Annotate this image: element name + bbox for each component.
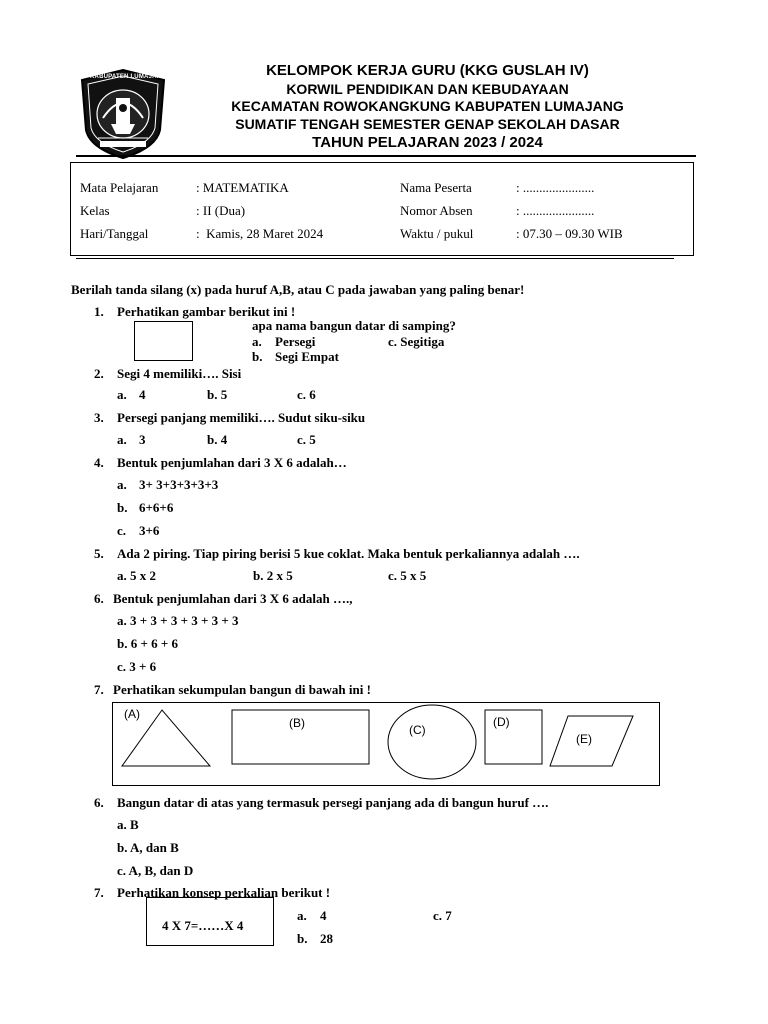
info-label-subject: Mata Pelajaran: [80, 180, 159, 195]
info-label-absen: Nomor Absen: [400, 203, 473, 218]
q8-number: 6.: [94, 795, 104, 810]
q2-option-c[interactable]: c. 6: [297, 387, 316, 402]
q9-option-a-letter[interactable]: a.: [297, 908, 307, 923]
q6-option-a[interactable]: a. 3 + 3 + 3 + 3 + 3 + 3: [117, 613, 239, 628]
q6-number: 6.: [94, 591, 104, 606]
q7-text: Perhatikan sekumpulan bangun di bawah ini !: [113, 682, 371, 697]
q1-text: Perhatikan gambar berikut ini !: [117, 304, 296, 319]
header-line-3: KECAMATAN ROWOKANGKUNG KABUPATEN LUMAJANG: [231, 98, 624, 114]
q5-option-c[interactable]: c. 5 x 5: [388, 568, 427, 583]
q6-option-c[interactable]: c. 3 + 6: [117, 659, 157, 674]
regency-logo: [78, 68, 168, 160]
q3-number: 3.: [94, 410, 104, 425]
q2-option-b[interactable]: b. 5: [207, 387, 228, 402]
info-box-underline: [76, 258, 674, 259]
q8-option-a[interactable]: a. B: [117, 817, 139, 832]
info-value-subject: : MATEMATIKA: [196, 180, 289, 195]
shape-label-d: (D): [493, 715, 510, 729]
q2-option-a-letter[interactable]: a.: [117, 387, 127, 402]
absence-number-field[interactable]: : ......................: [516, 203, 595, 218]
info-value-time: : 07.30 – 09.30 WIB: [516, 226, 623, 241]
q2-number: 2.: [94, 366, 104, 381]
q9-number: 7.: [94, 885, 104, 900]
q1-option-b-letter[interactable]: b.: [252, 349, 263, 364]
shape-label-b: (B): [289, 716, 305, 730]
q3-option-a-letter[interactable]: a.: [117, 432, 127, 447]
logo-arc-text: KABUPATEN LUMAJANG: [90, 74, 167, 80]
q4-option-b-letter[interactable]: b.: [117, 500, 128, 515]
q1-number: 1.: [94, 304, 104, 319]
q3-text: Persegi panjang memiliki…. Sudut siku-siku: [117, 410, 366, 425]
shape-label-c: (C): [409, 723, 426, 737]
q6-text: Bentuk penjumlahan dari 3 X 6 adalah ….,: [113, 591, 353, 606]
q8-option-b[interactable]: b. A, dan B: [117, 840, 179, 855]
header-line-5: TAHUN PELAJARAN 2023 / 2024: [312, 134, 543, 151]
q7-number: 7.: [94, 682, 104, 697]
q5-text: Ada 2 piring. Tiap piring berisi 5 kue coklat. Maka bentuk perkaliannya adalah ….: [117, 546, 580, 561]
q1-option-a-letter[interactable]: a.: [252, 334, 262, 349]
q9-option-a-text[interactable]: 4: [320, 908, 327, 923]
q9-text: Perhatikan konsep perkalian berikut !: [117, 885, 331, 900]
q4-option-a-letter[interactable]: a.: [117, 477, 127, 492]
header-line-2: KORWIL PENDIDIKAN DAN KEBUDAYAAN: [286, 81, 569, 97]
info-label-date: Hari/Tanggal: [80, 226, 149, 241]
multiplication-expression: 4 X 7=……X 4: [162, 918, 244, 933]
q8-option-c[interactable]: c. A, B, dan D: [117, 863, 194, 878]
q8-text: Bangun datar di atas yang termasuk persegi panjang ada di bangun huruf ….: [117, 795, 549, 810]
info-value-date: : Kamis, 28 Maret 2024: [196, 226, 324, 241]
q1-subtext: apa nama bangun datar di samping?: [252, 318, 456, 333]
info-label-time: Waktu / pukul: [400, 226, 474, 241]
shape-label-e: (E): [576, 732, 592, 746]
q1-rectangle-figure: [134, 321, 193, 361]
circle-shape: [388, 705, 476, 779]
q4-number: 4.: [94, 455, 104, 470]
q3-option-b[interactable]: b. 4: [207, 432, 228, 447]
q3-option-c[interactable]: c. 5: [297, 432, 316, 447]
q1-option-b-text[interactable]: Segi Empat: [275, 349, 339, 364]
header-line-1: KELOMPOK KERJA GURU (KKG GUSLAH IV): [266, 62, 589, 79]
shape-label-a: (A): [124, 707, 140, 721]
student-name-field[interactable]: : ......................: [516, 180, 595, 195]
info-label-name: Nama Peserta: [400, 180, 472, 195]
q5-option-b[interactable]: b. 2 x 5: [253, 568, 293, 583]
q5-option-a[interactable]: a. 5 x 2: [117, 568, 156, 583]
instruction-text: Berilah tanda silang (x) pada huruf A,B, atau C pada jawaban yang paling benar!: [71, 282, 525, 297]
q6-option-b[interactable]: b. 6 + 6 + 6: [117, 636, 179, 651]
q9-option-c[interactable]: c. 7: [433, 908, 452, 923]
q2-text: Segi 4 memiliki…. Sisi: [117, 366, 242, 381]
q9-option-b-text[interactable]: 28: [320, 931, 333, 946]
q5-number: 5.: [94, 546, 104, 561]
q9-option-b-letter[interactable]: b.: [297, 931, 308, 946]
q4-option-c-letter[interactable]: c.: [117, 523, 127, 538]
q4-option-c-text[interactable]: 3+6: [139, 523, 160, 538]
q1-option-a-text[interactable]: Persegi: [275, 334, 316, 349]
q4-option-b-text[interactable]: 6+6+6: [139, 500, 174, 515]
header-line-4: SUMATIF TENGAH SEMESTER GENAP SEKOLAH DASAR: [235, 116, 620, 132]
info-label-class: Kelas: [80, 203, 110, 218]
q2-option-a-text[interactable]: 4: [139, 387, 146, 402]
q4-option-a-text[interactable]: 3+ 3+3+3+3+3: [139, 477, 219, 492]
q1-option-c[interactable]: c. Segitiga: [388, 334, 445, 349]
header-rule: [76, 155, 696, 157]
q3-option-a-text[interactable]: 3: [139, 432, 146, 447]
info-value-class: : II (Dua): [196, 203, 246, 218]
q4-text: Bentuk penjumlahan dari 3 X 6 adalah…: [117, 455, 347, 470]
